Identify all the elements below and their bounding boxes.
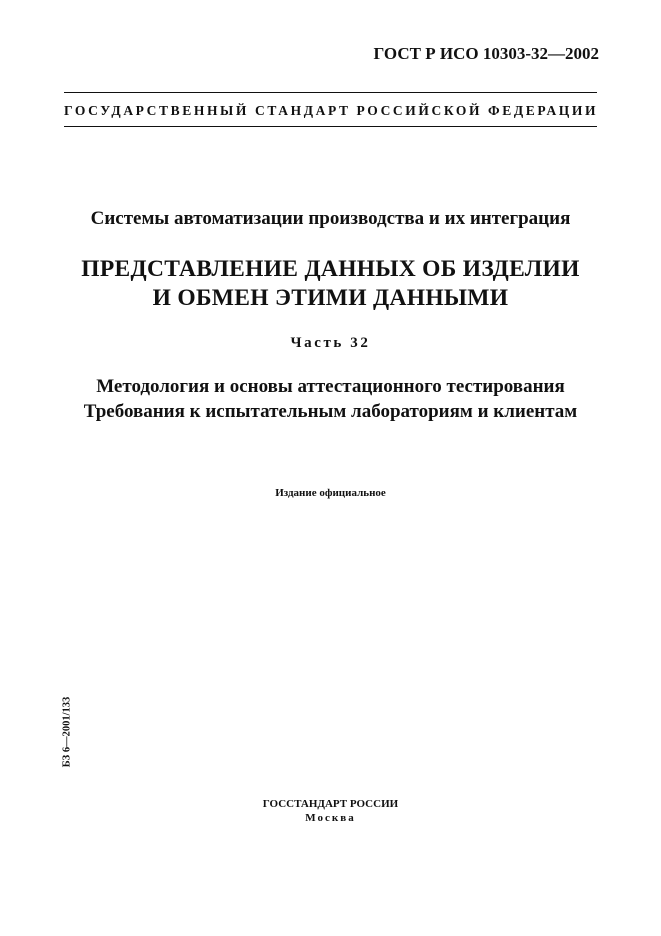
subtitle-line-2: Требования к испытательным лабораториям и клиентам [83,401,578,422]
state-standard-heading: ГОСУДАРСТВЕННЫЙ СТАНДАРТ РОССИЙСКОЙ ФЕДЕРАЦИИ [64,103,599,118]
standard-designation: ГОСТ Р ИСО 10303-32—2002 [373,44,599,63]
header-bottom-rule [64,126,597,127]
main-title [0,255,661,313]
part-number: Часть 32 [290,335,371,351]
edition-note: Издание официальное [275,487,386,499]
publisher-city: Москва [305,812,356,824]
header-top-rule [64,92,597,93]
publisher-name: ГОССТАНДАРТ РОССИИ [262,798,399,810]
side-code: БЗ 6—2001/133 [61,696,73,768]
series-title: Системы автоматизации производства и их интеграция [90,208,571,229]
publisher-block [0,797,661,825]
subtitle-line-1: Методология и основы аттестационного тестирования [96,376,565,397]
subtitle [0,374,661,424]
main-title-line-2: И ОБМЕН ЭТИМИ ДАННЫМИ [152,285,509,311]
main-title-line-1: ПРЕДСТАВЛЕНИЕ ДАННЫХ ОБ ИЗДЕЛИИ [81,256,580,282]
